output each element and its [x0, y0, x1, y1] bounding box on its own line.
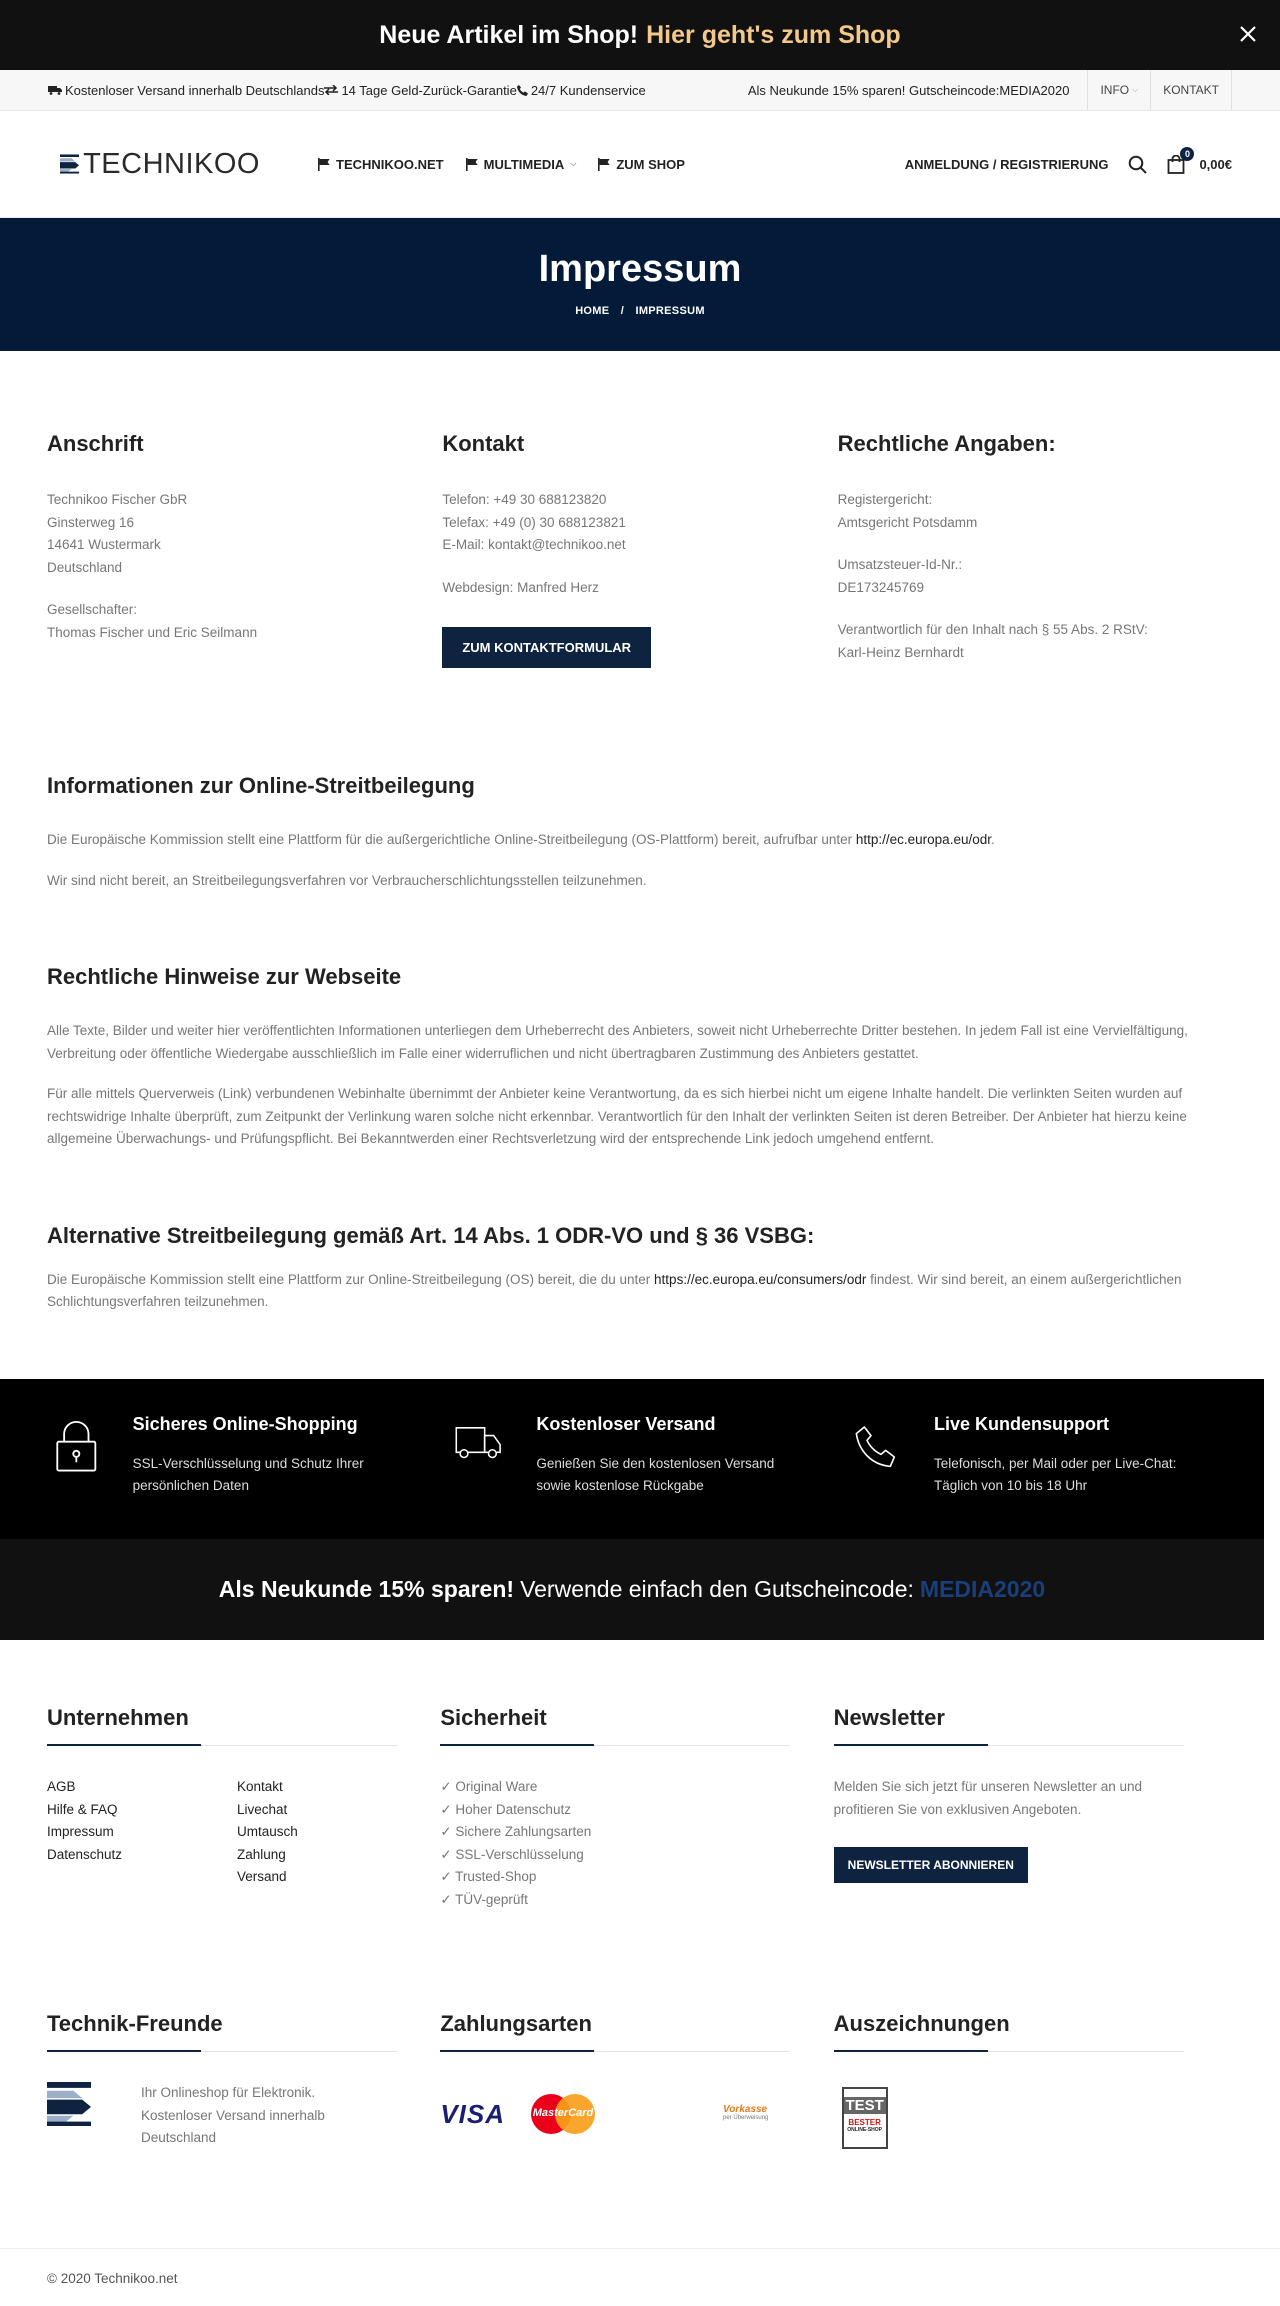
footer-sicherheit: Sicherheit ✓ Original Ware ✓ Hoher Datenschutz ✓ Sichere Zahlungsarten ✓ SSL-Verschlüsselung ✓ Trusted-Shop ✓ TÜV-geprüft — [440, 1705, 833, 1911]
flag-icon — [598, 158, 610, 171]
newsletter-subscribe-button[interactable]: NEWSLETTER ABONNIEREN — [834, 1847, 1028, 1883]
site-logo[interactable]: TECHNIKOO — [60, 148, 260, 181]
odr-link[interactable]: https://ec.europa.eu/consumers/odr — [654, 1271, 867, 1287]
breadcrumb: HOME / IMPRESSUM — [575, 305, 705, 317]
nav-shop[interactable]: ZUM SHOP — [598, 157, 685, 172]
lock-icon — [55, 1414, 98, 1480]
test-award-badge: TEST BESTER ONLINE-SHOP — [842, 2087, 888, 2149]
nav-multimedia[interactable]: MULTIMEDIA ⌵ — [466, 157, 577, 172]
top-bar — [0, 70, 1280, 111]
breadcrumb-home[interactable]: HOME — [575, 305, 610, 317]
phone-icon — [517, 85, 528, 96]
topbar-info-menu[interactable]: INFO ⌵ — [1087, 70, 1150, 110]
footer-row-2 — [47, 2011, 1227, 2150]
list-item: ✓ Trusted-Shop — [440, 1869, 537, 1884]
mastercard-logo: MasterCard — [531, 2094, 595, 2134]
kontakt-webdesign: Webdesign: Manfred Herz — [442, 579, 599, 595]
footer-auszeichnungen: Auszeichnungen TEST BESTER ONLINE-SHOP — [834, 2011, 1227, 2150]
alt-heading: Alternative Streitbeilegung gemäß Art. 14 Abs. 1 ODR-VO und § 36 VSBG: — [47, 1222, 815, 1248]
footer-newsletter: Newsletter Melden Sie sich jetzt für unseren Newsletter an und profitieren Sie von exklusiven Angeboten. NEWSLETTER ABONNIEREN — [834, 1705, 1227, 1911]
footer-link-versand[interactable]: Versand — [237, 1869, 287, 1884]
phone-icon — [855, 1414, 899, 1480]
topbar-kontakt-link[interactable]: KONTAKT — [1150, 70, 1232, 110]
visa-logo: VISA — [440, 2098, 506, 2129]
footer-unternehmen: Unternehmen AGB Hilfe & FAQ Impressum Datenschutz Kontakt Livechat Umtausch Zahlung Versand — [47, 1705, 440, 1911]
promo-text: Neue Artikel im Shop! — [379, 20, 639, 49]
search-icon[interactable] — [1128, 155, 1147, 174]
page-title-banner — [0, 218, 1280, 351]
login-link[interactable]: ANMELDUNG / REGISTRIERUNG — [904, 156, 1109, 172]
logo-mark-icon — [60, 149, 79, 179]
footer-link-agb[interactable]: AGB — [47, 1779, 76, 1794]
anschrift-section: Anschrift Technikoo Fischer GbR Ginsterweg 16 14641 Wustermark Deutschland Gesellschafter: Thomas Fischer und Eric Seilmann — [47, 431, 442, 668]
hinweise-heading: Rechtliche Hinweise zur Webseite — [47, 964, 402, 989]
features-bar — [0, 1379, 1264, 1539]
topbar-guarantee: 14 Tage Geld-Zurück-Garantie — [324, 83, 516, 98]
os-heading: Informationen zur Online-Streitbeilegung — [47, 773, 475, 798]
list-item: ✓ Hoher Datenschutz — [440, 1801, 571, 1817]
nav-technikoo[interactable]: TECHNIKOO.NET — [318, 157, 444, 172]
list-item: ✓ TÜV-geprüft — [440, 1891, 528, 1907]
footer-link-datenschutz[interactable]: Datenschutz — [47, 1846, 123, 1862]
promo-shop-link[interactable]: Hier geht's zum Shop — [646, 20, 901, 49]
voucher-code: MEDIA2020 — [919, 1576, 1046, 1602]
flag-icon — [318, 158, 330, 171]
feature-shipping: Kostenloser Versand Genießen Sie den kostenlosen Versand sowie kostenlose Rückgabe — [400, 1379, 800, 1539]
footer-link-kontakt[interactable]: Kontakt — [237, 1779, 283, 1794]
footer-row-1 — [47, 1705, 1227, 1911]
impressum-columns — [47, 431, 1233, 668]
footer-link-zahlung[interactable]: Zahlung — [237, 1846, 286, 1862]
anschrift-heading: Anschrift — [47, 431, 144, 456]
kontakt-heading: Kontakt — [442, 431, 525, 456]
cart-button[interactable] — [1167, 148, 1232, 174]
topbar-voucher-note: Als Neukunde 15% sparen! Gutscheincode:MEDIA2020 — [747, 82, 1070, 98]
contact-form-button[interactable]: ZUM KONTAKTFORMULAR — [442, 627, 651, 668]
chevron-down-icon: ⌵ — [570, 159, 577, 168]
topbar-shipping: Kostenloser Versand innerhalb Deutschlands — [48, 83, 324, 98]
list-item: ✓ SSL-Verschlüsselung — [440, 1846, 584, 1862]
copyright: © 2020 Technikoo.net — [0, 2248, 1280, 2286]
logo-mark-icon — [47, 2082, 91, 2126]
kontakt-section — [442, 431, 837, 668]
voucher-banner: Als Neukunde 15% sparen! Verwende einfach den Gutscheincode: MEDIA2020 — [0, 1539, 1264, 1640]
truck-icon — [48, 85, 62, 95]
alt-section: Alternative Streitbeilegung gemäß Art. 14 Abs. 1 ODR-VO und § 36 VSBG: Die Europäische Kommission stellt eine Plattform zur Online-Streitbeilegung (OS) bereit, die du unter https://ec.europa.eu/consumers/odr findest. Wir sind bereit, an einem außergerichtlichen Schlichtungsverfahren teilzunehmen. — [47, 1223, 1233, 1314]
page-title: Impressum — [538, 248, 742, 290]
promo-bar — [0, 0, 1280, 70]
truck-icon — [455, 1414, 501, 1470]
chevron-down-icon: ⌵ — [1132, 85, 1139, 94]
kontakt-email: E-Mail: kontakt@technikoo.net — [442, 537, 626, 552]
breadcrumb-current: IMPRESSUM — [635, 305, 705, 317]
footer-link-livechat[interactable]: Livechat — [237, 1801, 288, 1817]
rechtlich-section: Rechtliche Angaben: Registergericht: Amtsgericht Potsdamm Umsatzsteuer-Id-Nr.: DE173245769 Verantwortlich für den Inhalt nach § 55 Abs. 2 RStV: Karl-Heinz Bernhardt — [838, 431, 1233, 668]
footer-link-impressum[interactable]: Impressum — [47, 1824, 114, 1839]
rechtlich-heading: Rechtliche Angaben: — [837, 431, 1056, 456]
feature-secure: Sicheres Online-Shopping SSL-Verschlüsselung und Schutz Ihrer persönlichen Daten — [0, 1379, 400, 1539]
cart-count-badge: 0 — [1180, 147, 1194, 161]
hinweise-section: Rechtliche Hinweise zur Webseite Alle Texte, Bilder und weiter hier veröffentlichten Informationen unterliegen dem Urheberrecht des Anbieters, soweit nicht Urheberrechte Dritter bestehen. In jedem Fall ist eine Vervielfältigung, Verbreitung oder öffentliche Wiedergabe ausschließlich im Falle einer widerruflichen und nicht übertragbaren Zustimmung des Anbieters gestattet. Für alle mittels Querverweis (Link) verbundenen Webinhalte übernimmt der Anbieter keine Verantwortung, da es sich hierbei nicht um eigene Inhalte handelt. Die verlinkten Seiten wurden auf rechtswidrige Inhalte überprüft, zum Zeitpunkt der Verlinkung waren solche nicht erkennbar. Verantwortlich für den Inhalt der verlinkten Seiten ist deren Betreiber. Der Anbieter hat hierzu keine allgemeine Überwachungs- und Prüfungspflicht. Bei Bekanntwerden einer Rechtsverletzung wird der entsprechende Link jedoch umgehend entfernt. — [47, 964, 1233, 1151]
list-item: ✓ Sichere Zahlungsarten — [440, 1824, 592, 1839]
kontakt-phone: Telefon: +49 30 688123820 — [442, 492, 607, 507]
cart-total: 0,00€ — [1199, 156, 1232, 172]
exchange-icon — [324, 85, 338, 95]
feature-support: Live Kundensupport Telefonisch, per Mail oder per Live-Chat: Täglich von 10 bis 18 Uhr — [800, 1379, 1200, 1539]
os-link[interactable]: http://ec.europa.eu/odr — [855, 832, 991, 847]
footer-zahlungsarten: Zahlungsarten VISA MasterCard Vorkasse per Überweisung — [440, 2011, 833, 2150]
close-icon[interactable] — [1236, 22, 1260, 46]
footer-technik-freunde: Technik-Freunde Ihr Onlineshop für Elektronik. Kostenloser Versand innerhalb Deutschland — [47, 2011, 440, 2150]
main-header — [0, 111, 1280, 218]
os-section: Informationen zur Online-Streitbeilegung Die Europäische Kommission stellt eine Plattform für die außergerichtliche Online-Streitbeilegung (OS-Plattform) bereit, aufrufbar unter http://ec.europa.eu/odr. Wir sind nicht bereit, an Streitbeilegungsverfahren vor Verbraucherschlichtungsstellen teilzunehmen. — [47, 773, 1233, 892]
topbar-service: 24/7 Kundenservice — [517, 83, 646, 98]
vorkasse-logo: Vorkasse per Überweisung — [723, 2104, 769, 2121]
flag-icon — [466, 158, 478, 171]
kontakt-fax: Telefax: +49 (0) 30 688123821 — [442, 514, 626, 530]
main-nav — [318, 157, 685, 172]
footer-link-umtausch[interactable]: Umtausch — [237, 1824, 298, 1839]
footer-link-faq[interactable]: Hilfe & FAQ — [47, 1801, 118, 1817]
list-item: ✓ Original Ware — [440, 1779, 538, 1794]
